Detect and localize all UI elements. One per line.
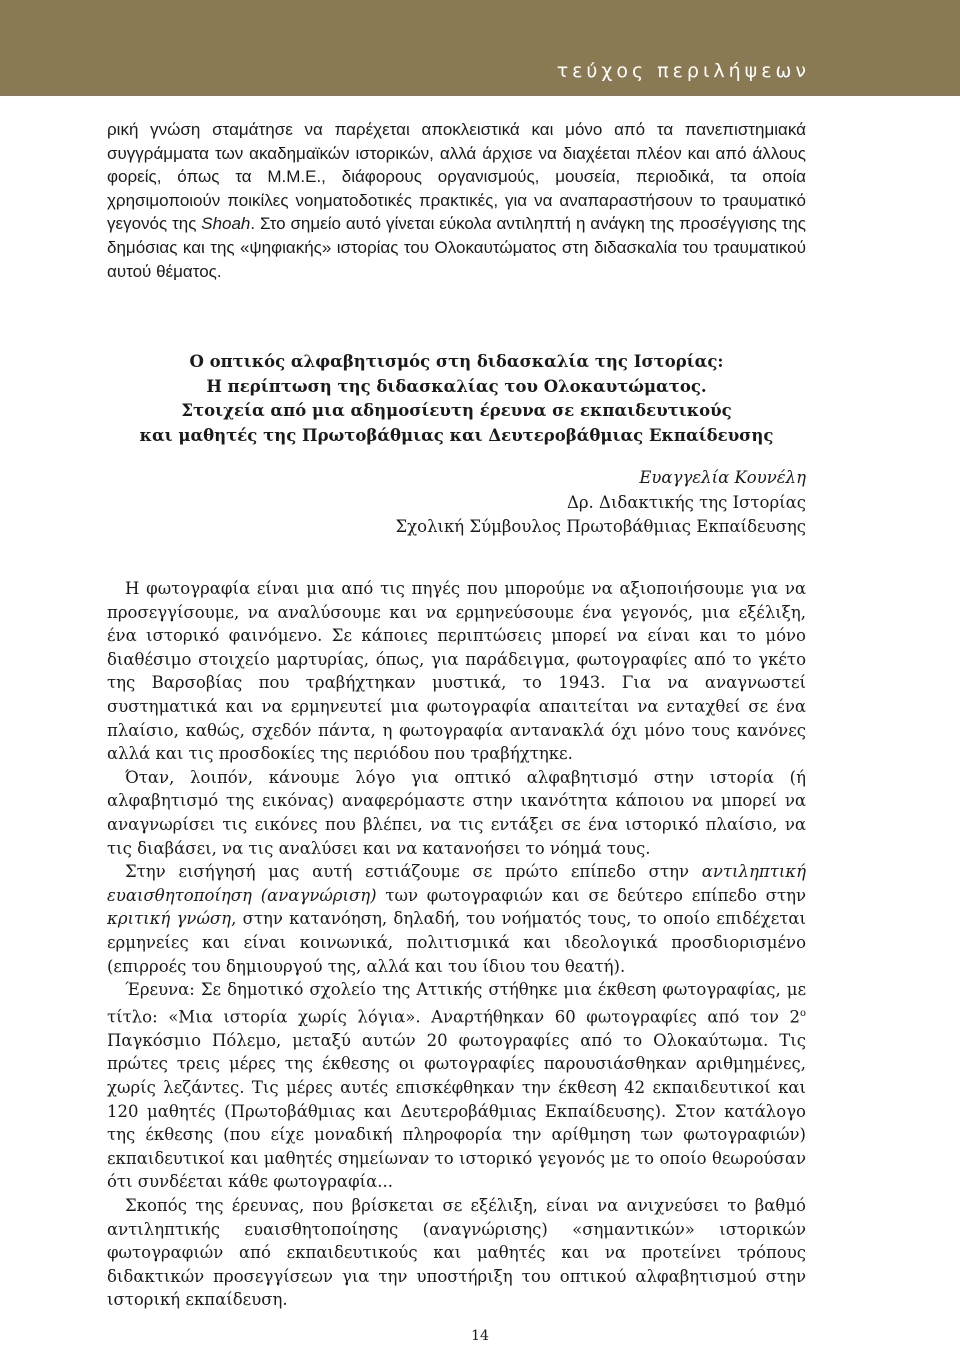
- author-name: Ευαγγελία Κουνέλη: [639, 468, 806, 487]
- body-paragraph-2: Όταν, λοιπόν, κάνουμε λόγο για οπτικό αλφαβητισμό στην ιστορία (ή αλφαβητισμό της εικόνας) αναφερόμαστε στην ικανότητα κάποιου να μπορεί να αναγνωρίσει τις εικόνες που βλέπει, να τις εντάξει σε ένα ιστορικό πλαίσιο, να τις διαβάσει, να τις αναλύσει και να κατανοήσει το νόημά τους.: [107, 767, 806, 858]
- intro-text-a: ρική γνώση σταμάτησε να παρέχεται αποκλειστικά και μόνο από τα πανεπιστημιακά συγγράμματα των ακαδημαϊκών ιστορικών, αλλά άρχισε να διαχέεται πλέον και από άλλους φορείς, όπως τα Μ.Μ.Ε., διάφορους οργανισμούς, μουσεία, περιοδικά, τα οποία χρησιμοποιούν ποικίλες νοηματοδοτικές πρακτικές, για να αναπαραστήσουν το τραυματικό γεγονός της: [107, 120, 806, 234]
- p4-superscript: ο: [799, 1007, 806, 1019]
- body-paragraph-5: Σκοπός της έρευνας, που βρίσκεται σε εξέλιξη, είναι να ανιχνεύσει το βαθμό αντιληπτικής ευαισθητοποίησης (αναγνώρισης) «σημαντικών» ιστορικών φωτογραφιών από εκπαιδευτικούς και μαθητές και να προτείνει τρόπους διδακτικών προσεγγίσεων για την υποστήριξη του οπτικού αλφαβητισμού στην ιστορική εκπαίδευση.: [107, 1195, 806, 1310]
- author-title: Δρ. Διδακτικής της Ιστορίας: [566, 492, 806, 512]
- body-paragraph-3: [107, 860, 806, 978]
- article-title: [107, 350, 806, 448]
- p3-italic-1: αντιληπτική ευαισθητοποίηση (αναγνώριση): [107, 862, 806, 905]
- header-band: [0, 0, 960, 96]
- title-line-4: και μαθητές της Πρωτοβάθμιας και Δευτεροβάθμιας Εκπαίδευσης: [139, 425, 774, 445]
- body-paragraph-1: Η φωτογραφία είναι μια από τις πηγές που μπορούμε να αξιοποιήσουμε για να προσεγγίσουμε, να αναλύσουμε και να ερμηνεύσουμε ένα γεγονός, μια εξέλιξη, ένα ιστορικό φαινόμενο. Σε κάποιες περιπτώσεις μπορεί να είναι και το μόνο διαθέσιμο στοιχείο μαρτυρίας, όπως, για παράδειγμα, φωτογραφίες από το γκέτο της Βαρσοβίας που τραβήχτηκαν μυστικά, το 1943. Για να αναγνωστεί συστηματικά και να ερμηνευτεί μια φωτογραφία απαιτείται να ενταχθεί σε ένα πλαίσιο, καθώς, σχεδόν πάντα, η φωτογραφία αντανακλά όχι μόνο τους κανόνες αλλά και τις προσδοκίες της περιόδου που τραβήχτηκε.: [107, 579, 806, 764]
- title-line-2: Η περίπτωση της διδασκαλίας του Ολοκαυτώματος.: [206, 376, 707, 396]
- author-block: [395, 466, 806, 540]
- author-role: Σχολική Σύμβουλος Πρωτοβάθμιας Εκπαίδευσης: [395, 517, 806, 536]
- publication-title: τεύχος περιλήψεων: [556, 60, 810, 82]
- intro-text-b: . Στο σημείο αυτό γίνεται εύκολα αντιληπτή η ανάγκη της προσέγγισης της δημόσιας και της «ψηφιακής» ιστορίας του Ολοκαυτώματος στη διδασκαλία του τραυματικού αυτού θέματος.: [107, 214, 806, 281]
- p3-italic-2: κριτική γνώση: [107, 909, 232, 929]
- p4-text-b: Παγκόσμιο Πόλεμο, μεταξύ αυτών 20 φωτογραφίες από το Ολοκαύτωμα. Τις πρώτες τρεις μέρες της έκθεσης οι φωτογραφίες παρουσιάσθηκαν αριθμημένες, χωρίς λεζάντες. Τις μέρες αυτές επισκέφθηκαν την έκθεση 42 εκπαιδευτικοί και 120 μαθητές (Πρωτοβάθμιας και Δευτεροβάθμιας Εκπαίδευσης). Στον κατάλογο της έκθεσης (που είχε μοναδική πληροφορία την αρίθμηση των φωτογραφιών) εκπαιδευτικοί και μαθητές σημείωναν το ιστορικό γεγονός με το οποίο θεωρούσαν ότι συνδέεται κάθε φωτογραφία...: [107, 1030, 806, 1192]
- shoah-term: Shoah: [201, 214, 251, 234]
- p3-text-b: των φωτογραφιών και σε δεύτερο επίπεδο στην: [376, 885, 806, 905]
- page-number: 14: [471, 1328, 489, 1344]
- p4-text-a: Έρευνα: Σε δημοτικό σχολείο της Αττικής στήθηκε μια έκθεση φωτογραφίας, με τίτλο: «Μια ιστορία χωρίς λόγια». Αναρτήθηκαν 60 φωτογραφίες από τον 2: [107, 980, 806, 1027]
- p3-text-a: Στην εισήγησή μας αυτή εστιάζουμε σε πρώτο επίπεδο στην: [125, 862, 702, 882]
- title-line-1: Ο οπτικός αλφαβητισμός στη διδασκαλία της Ιστορίας:: [189, 352, 724, 371]
- title-line-3: Στοιχεία από μια αδημοσίευτη έρευνα σε εκπαιδευτικούς: [181, 401, 732, 420]
- article-body: [107, 577, 806, 1312]
- body-paragraph-4: [107, 978, 806, 1194]
- p3-text-c: , στην κατανόηση, δηλαδή, του νοήματός τους, το οποίο επιδέχεται ερμηνείες και είναι κοινωνικά, πολιτισμικά και ιδεολογικά προσδιορισμένο (επιρροές του δημιουργού της, αλλά και του ίδιου του θεατή).: [107, 909, 806, 976]
- intro-paragraph: [107, 118, 806, 283]
